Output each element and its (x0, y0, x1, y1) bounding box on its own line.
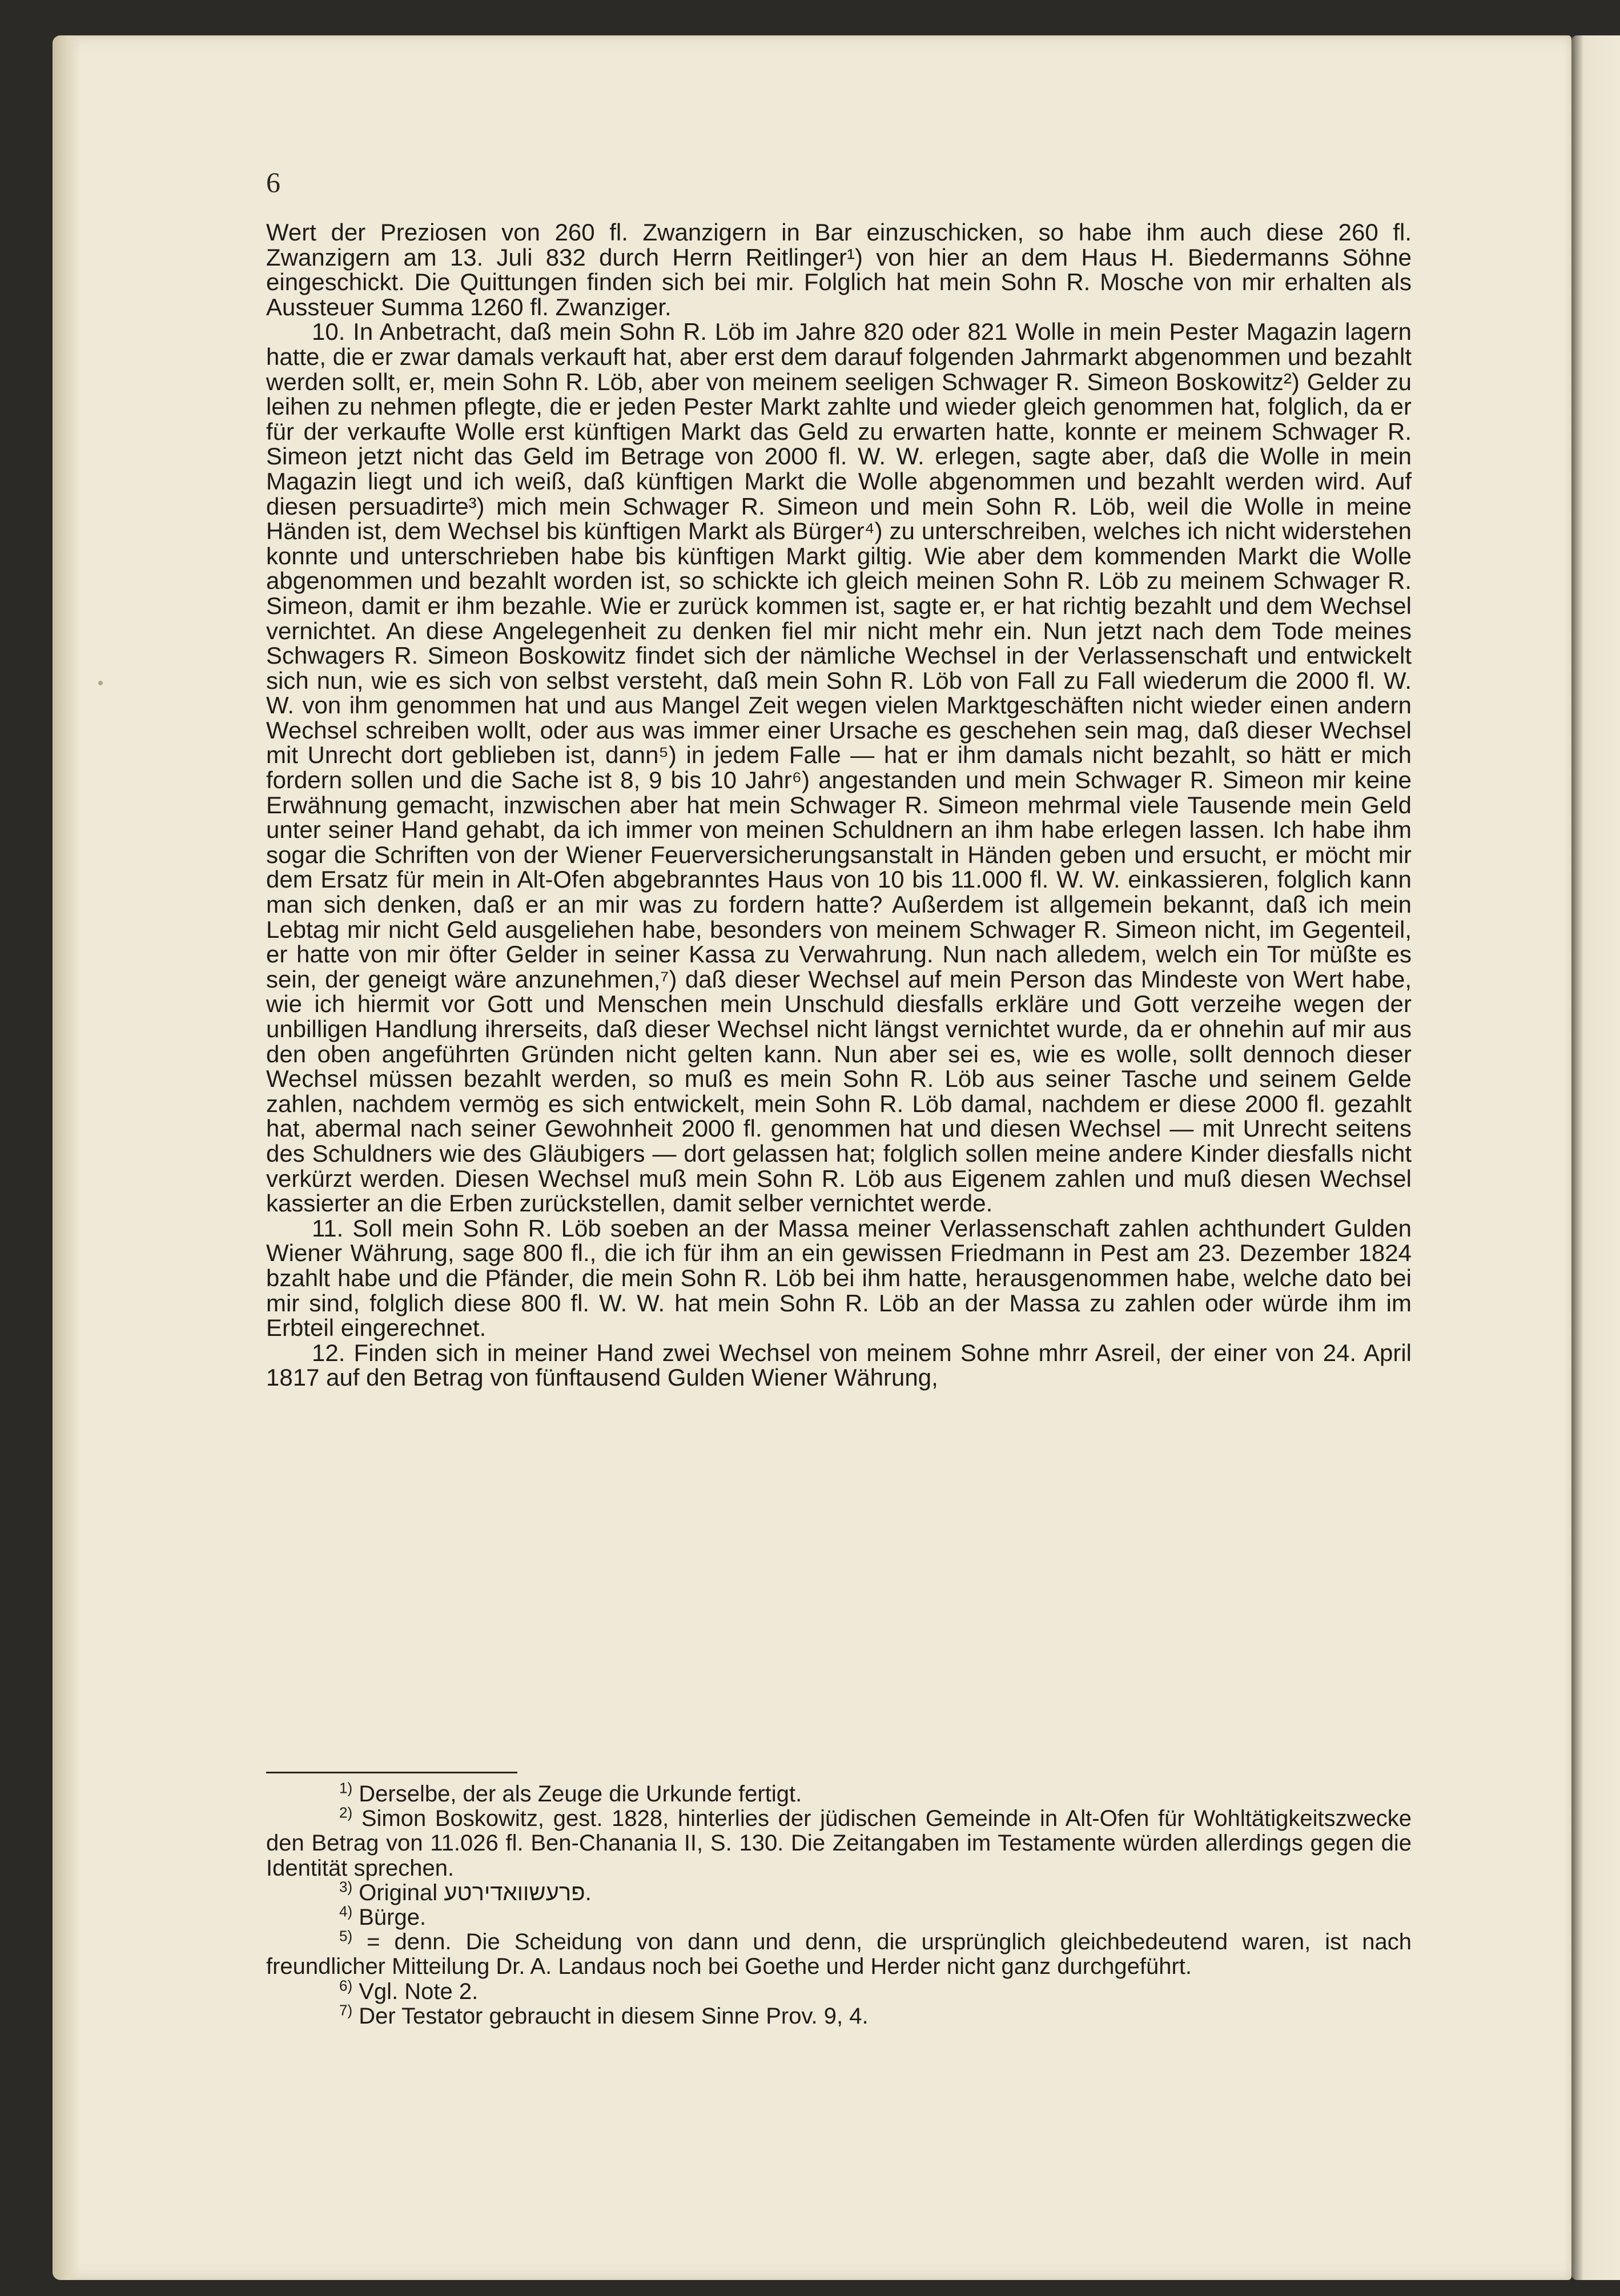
main-text (266, 220, 1412, 1390)
footnotes (266, 1779, 1412, 2029)
page-speck (98, 681, 103, 685)
next-page-edge (1571, 35, 1620, 2280)
footnote-2: $^{2)}$ Simon Boskowitz, gest. 1828, hinterlies der jüdischen Gemeinde in Alt-Ofen für Wohltätigkeitszwecke den Betrag von 11.026 fl. Ben-Chanania II, S. 130. Die Zeitangaben im Testamente würden allerdings gegen die Identität sprechen. (266, 1804, 1412, 1881)
footnote-5: $^{5)}$ = denn. Die Scheidung von dann und denn, die ursprünglich gleichbedeutend waren, ist nach freundlicher Mitteilung Dr. A. Landaus noch bei Goethe und Herder nicht ganz durchgeführt. (266, 1927, 1412, 1980)
paragraph-12: 12. Finden sich in meiner Hand zwei Wechsel von meinem Sohne mhrr Asreil, der einer von 24. April 1817 auf den Betrag von fünftausend Gulden Wiener Währung, (266, 1339, 1412, 1391)
paragraph: Wert der Preziosen von 260 fl. Zwanzigern in Bar einzuschicken, so habe ihm auch diese 260 fl. Zwanzigern am 13. Juli 832 durch Herrn Reitlinger¹) von hier an dem Haus H. Biedermanns Söhne eingeschickt. Die Quittungen finden sich bei mir. Folglich hat mein Sohn R. Mosche von mir erhalten als Aussteuer Summa 1260 fl. Zwanziger. (266, 219, 1412, 320)
footnote-rule (266, 1772, 517, 1773)
footnote-6: $^{6)}$ Vgl. Note 2. (339, 1977, 479, 2004)
footnote-4: $^{4)}$ Bürge. (339, 1902, 427, 1930)
footnote-7: $^{7)}$ Der Testator gebraucht in diesem Sinne Prov. 9, 4. (339, 2001, 869, 2029)
footnote-1: $^{1)}$ Derselbe, der als Zeuge die Urkunde fertigt. (339, 1779, 802, 1807)
page-spine-shadow (53, 35, 80, 2280)
page-number: 6 (266, 166, 280, 198)
paragraph-11: 11. Soll mein Sohn R. Löb soeben an der Massa meiner Verlassenschaft zahlen achthundert Gulden Wiener Währung, sage 800 fl., die ich für ihm an ein gewissen Friedmann in Pest am 23. Dezember 1824 bzahlt habe und die Pfänder, die mein Sohn R. Löb bei ihm hatte, herausgenommen habe, welche dato bei mir sind, folglich diese 800 fl. W. W. hat mein Sohn R. Löb an der Massa zu zahlen oder würde ihm im Erbteil eingerechnet. (266, 1214, 1412, 1342)
paragraph-10: 10. In Anbetracht, daß mein Sohn R. Löb im Jahre 820 oder 821 Wolle in mein Pester Magazin lagern hatte, die er zwar damals verkauft hat, aber erst dem darauf folgenden Jahrmarkt abgenommen und bezahlt werden sollt, er, mein Sohn R. Löb, aber von meinem seeligen Schwager R. Simeon Boskowitz²) Gelder zu leihen zu nehmen pflegte, die er jeden Pester Markt zahlte und wieder gleich genommen hat, folglich, da er für der verkaufte Wolle erst künftigen Markt das Geld zu erwarten hatte, konnte er meinem Schwager R. Simeon jetzt nicht das Geld im Betrage von 2000 fl. W. W. erlegen, sagte aber, daß die Wolle in mein Magazin liegt und ich weiß, daß künftigen Markt die Wolle abgenommen und bezahlt werden wird. Auf diesen persuadirte³) mich mein Schwager R. Simeon und mein Sohn R. Löb, weil die Wolle in meine Händen ist, dem Wechsel bis künftigen Markt als Bürger⁴) zu unterschreiben, welches ich nicht widerstehen konnte und unterschrieben habe bis künftigen Markt giltig. Wie aber dem kommenden Markt die Wolle abgenommen und bezahlt worden ist, so schickte ich gleich meinen Sohn R. Löb zu meinem Schwager R. Simeon, damit er ihm bezahle. Wie er zurück kommen ist, sagte er, er hat richtig bezahlt und dem Wechsel vernichtet. An diese Angelegenheit zu denken fiel mir nicht mehr ein. Nun jetzt nach dem Tode meines Schwagers R. Simeon Boskowitz findet sich der nämliche Wechsel in der Verlassenschaft und entwickelt sich nun, wie es sich von selbst versteht, daß mein Sohn R. Löb von Fall zu Fall wiederum die 2000 fl. W. W. von ihm genommen hat und aus Mangel Zeit wegen vielen Marktgeschäften nicht wieder einen andern Wechsel schreiben wollt, oder aus was immer einer Ursache es geschehen sein mag, daß dieser Wechsel mit Unrecht dort geblieben ist, dann⁵) in jedem Falle — hat er ihm damals nicht bezahlt, so hätt er mich fordern sollen und die Sache ist 8, 9 bis 10 Jahr⁶) angestanden und mein Schwager R. Simeon mir keine Erwähnung gemacht, inzwischen aber hat mein Schwager R. Simeon mehrmal viele Tausende mein Geld unter seiner Hand gehabt, da ich immer von meinen Schuldnern an ihm habe erlegen lassen. Ich habe ihm sogar die Schriften von der Wiener Feuerversicherungsanstalt in Händen geben und ersucht, er möcht mir dem Ersatz für mein in Alt-Ofen abgebranntes Haus von 10 bis 11.000 fl. W. W. einkassieren, folglich kann man sich denken, daß er an mir was zu fordern hatte? Außerdem ist allgemein bekannt, daß ich mein Lebtag mir nicht Geld ausgeliehen habe, besonders von meinem Schwager R. Simeon nicht, im Gegenteil, er hatte von mir öfter Gelder in seiner Kassa zu Verwahrung. Nun nach alledem, welch ein Tor müßte es sein, der geneigt wäre anzunehmen,⁷) daß dieser Wechsel auf mein Person das Mindeste von Wert habe, wie ich hiermit vor Gott und Menschen mein Unschuld diesfalls erkläre und Gott verzeihe wegen der unbilligen Handlung ihrerseits, daß dieser Wechsel nicht längst vernichtet wurde, da er ohnehin auf mir aus den oben angeführten Gründen nicht gelten kann. Nun aber sei es, wie es wolle, sollt dennoch dieser Wechsel müssen bezahlt werden, so muß es mein Sohn R. Löb aus seiner Tasche und seinem Gelde zahlen, nachdem vermög es sich entwickelt, mein Sohn R. Löb damal, nachdem er diese 2000 fl. gezahlt hat, abermal nach seiner Gewohnheit 2000 fl. genommen hat und diesen Wechsel — mit Unrecht seitens des Schuldners wie des Gläubigers — dort gelassen hat; folglich sollen meine andere Kinder diesfalls nicht verkürzt werden. Diesen Wechsel muß mein Sohn R. Löb aus Eigenem zahlen und muß diesen Wechsel kassierter an die Erben zurückstellen, damit selber vernichtet werde. (266, 318, 1412, 1217)
footnote-3: $^{3)}$ Original פרעשוואדירטע. (339, 1878, 592, 1905)
